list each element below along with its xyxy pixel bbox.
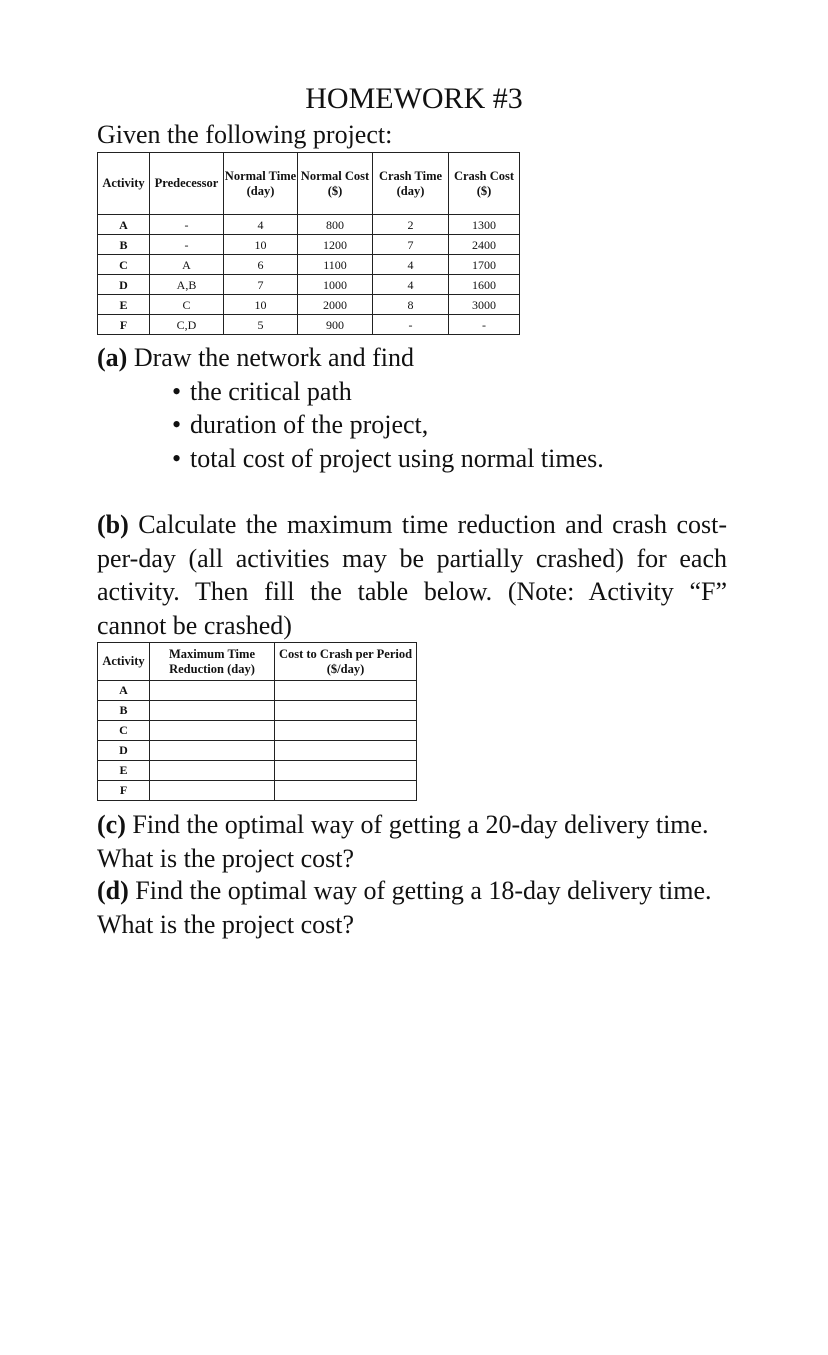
table-cell: 5	[224, 315, 298, 335]
table-cell: C	[98, 255, 150, 275]
table-cell: 8	[373, 295, 449, 315]
table-cell: 10	[224, 235, 298, 255]
part-d-text: Find the optimal way of getting a 18-day delivery time. What is the project cost?	[97, 876, 712, 939]
table-cell: F	[98, 315, 150, 335]
table-row	[98, 215, 520, 235]
blank-cell	[275, 681, 417, 701]
blank-cell	[275, 741, 417, 761]
table-cell: 4	[373, 255, 449, 275]
table-row	[98, 315, 520, 335]
blank-cell	[150, 721, 275, 741]
page-title: HOMEWORK #3	[305, 82, 523, 115]
part-a	[97, 341, 727, 475]
table-cell: 1600	[449, 275, 520, 295]
table-cell: 2400	[449, 235, 520, 255]
table-cell: F	[98, 781, 150, 801]
part-c-text: Find the optimal way of getting a 20-day delivery time. What is the project cost?	[97, 810, 709, 873]
part-b-label: (b)	[97, 510, 129, 539]
table-cell: 1200	[298, 235, 373, 255]
part-a-bullets	[97, 375, 727, 476]
header-crash-time: Crash Time (day)	[373, 153, 449, 215]
header-normal-time: Normal Time (day)	[224, 153, 298, 215]
table-cell: 2000	[298, 295, 373, 315]
blank-cell	[150, 741, 275, 761]
table-cell: C,D	[150, 315, 224, 335]
intro-text: Given the following project:	[97, 120, 393, 149]
part-d	[97, 874, 727, 941]
table-cell: C	[98, 721, 150, 741]
table-cell: 1100	[298, 255, 373, 275]
crash-header-activity: Activity	[98, 643, 150, 681]
blank-cell	[150, 781, 275, 801]
table-row	[98, 741, 417, 761]
bullet-item: • total cost of project using normal times.	[97, 442, 727, 476]
table-row	[98, 235, 520, 255]
project-table	[97, 152, 520, 335]
header-normal-cost: Normal Cost ($)	[298, 153, 373, 215]
part-b-text: Calculate the maximum time reduction and crash cost-per-day (all activities may be partially crashed) for each activity. Then fill the table below. (Note: Activity “F” cannot be crashed)	[97, 510, 727, 640]
blank-cell	[275, 761, 417, 781]
table-cell: 10	[224, 295, 298, 315]
table-cell: C	[150, 295, 224, 315]
table-cell: -	[150, 235, 224, 255]
table-cell: 900	[298, 315, 373, 335]
table-cell: A,B	[150, 275, 224, 295]
table-cell: -	[150, 215, 224, 235]
blank-cell	[150, 701, 275, 721]
header-activity: Activity	[98, 153, 150, 215]
table-cell: 1300	[449, 215, 520, 235]
table-row	[98, 295, 520, 315]
blank-cell	[275, 701, 417, 721]
crash-header-max-reduction: Maximum Time Reduction (day)	[150, 643, 275, 681]
part-d-label: (d)	[97, 876, 129, 905]
table-cell: 1700	[449, 255, 520, 275]
table-cell: 6	[224, 255, 298, 275]
crash-table	[97, 642, 417, 801]
bullet-item: • duration of the project,	[97, 408, 727, 442]
table-cell: E	[98, 295, 150, 315]
part-a-text: Draw the network and find	[127, 343, 414, 372]
table-row	[98, 761, 417, 781]
crash-header-cost-per-period: Cost to Crash per Period ($/day)	[275, 643, 417, 681]
table-cell: A	[98, 681, 150, 701]
table-row	[98, 721, 417, 741]
table-row	[98, 275, 520, 295]
project-table-header-row	[98, 153, 520, 215]
table-cell: -	[449, 315, 520, 335]
part-a-label: (a)	[97, 343, 128, 372]
table-cell: A	[150, 255, 224, 275]
table-cell: 7	[373, 235, 449, 255]
table-cell: 1000	[298, 275, 373, 295]
table-cell: A	[98, 215, 150, 235]
table-cell: D	[98, 275, 150, 295]
part-c-label: (c)	[97, 810, 126, 839]
blank-cell	[150, 681, 275, 701]
bullet-item: • the critical path	[97, 375, 727, 409]
crash-table-header-row	[98, 643, 417, 681]
table-row	[98, 255, 520, 275]
table-row	[98, 781, 417, 801]
table-cell: E	[98, 761, 150, 781]
table-row	[98, 701, 417, 721]
header-predecessor: Predecessor	[150, 153, 224, 215]
table-cell: 4	[224, 215, 298, 235]
table-cell: B	[98, 701, 150, 721]
table-cell: 7	[224, 275, 298, 295]
blank-cell	[275, 781, 417, 801]
table-cell: 4	[373, 275, 449, 295]
blank-cell	[275, 721, 417, 741]
table-cell: D	[98, 741, 150, 761]
table-cell: 2	[373, 215, 449, 235]
table-cell: 800	[298, 215, 373, 235]
part-c	[97, 808, 727, 875]
table-cell: B	[98, 235, 150, 255]
header-crash-cost: Crash Cost ($)	[449, 153, 520, 215]
table-row	[98, 681, 417, 701]
table-cell: 3000	[449, 295, 520, 315]
blank-cell	[150, 761, 275, 781]
table-cell: -	[373, 315, 449, 335]
part-b	[97, 508, 727, 642]
